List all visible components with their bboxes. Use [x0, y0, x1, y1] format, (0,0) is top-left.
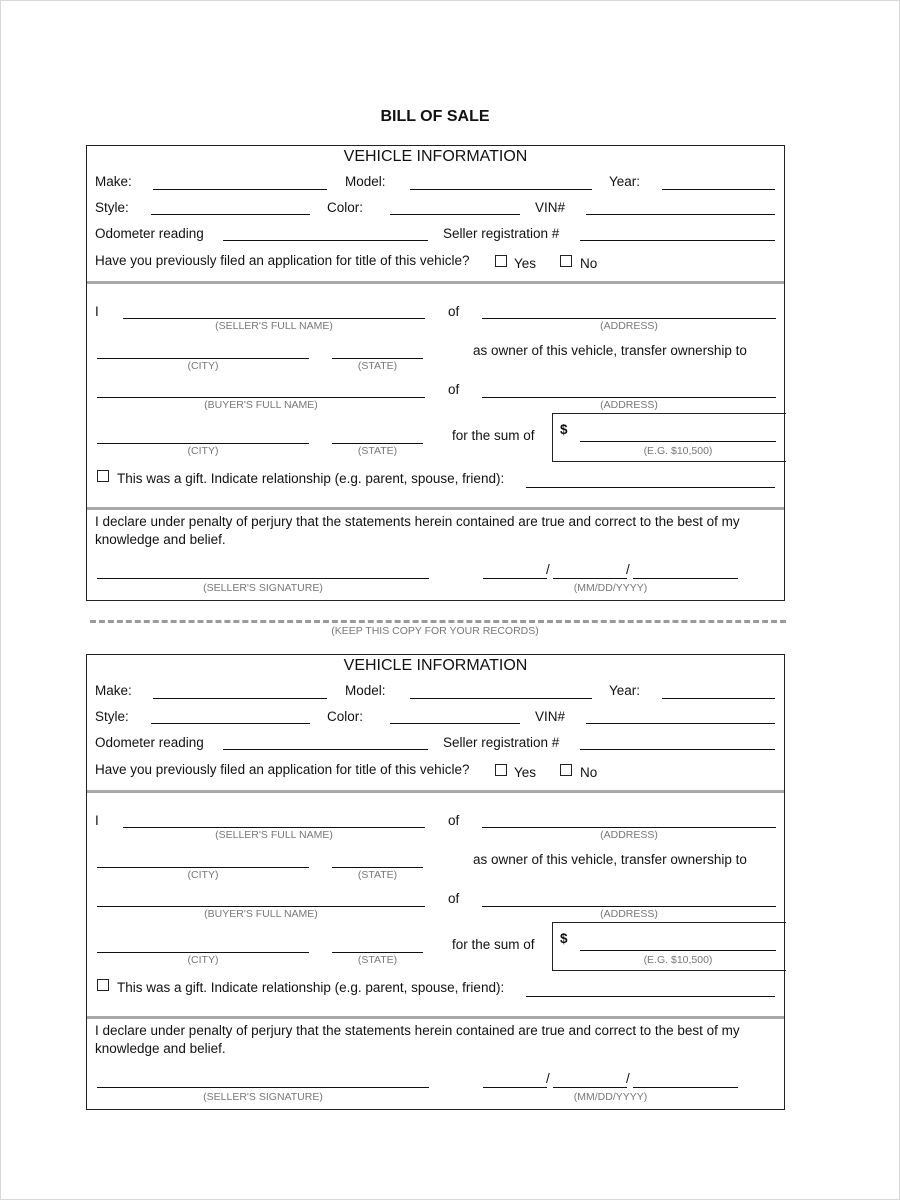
no-label: No [580, 256, 598, 271]
buyer-state-field[interactable] [332, 443, 423, 444]
dollar-sign: $ [560, 422, 568, 437]
seller-registration-field[interactable] [580, 749, 775, 750]
seller-address-caption: (ADDRESS) [600, 320, 658, 332]
buyer-city-field[interactable] [97, 952, 309, 953]
title-question: Have you previously filed an application for title of this vehicle? [95, 762, 470, 777]
no-label: No [580, 765, 598, 780]
no-checkbox[interactable] [560, 764, 572, 776]
year-field[interactable] [662, 189, 775, 190]
vin-label: VIN# [535, 200, 566, 215]
seller-state-field[interactable] [332, 358, 423, 359]
section-title: VEHICLE INFORMATION [343, 148, 528, 165]
cut-line [90, 620, 786, 623]
buyer-address-field[interactable] [482, 397, 776, 398]
model-field[interactable] [410, 698, 592, 699]
sum-field[interactable] [580, 441, 776, 442]
style-field[interactable] [151, 214, 310, 215]
color-field[interactable] [390, 214, 520, 215]
style-field[interactable] [151, 723, 310, 724]
gift-relationship-field[interactable] [526, 996, 775, 997]
section-divider [87, 1016, 784, 1019]
seller-registration-label: Seller registration # [443, 735, 560, 750]
seller-signature-field[interactable] [97, 1087, 429, 1088]
of-label: of [448, 891, 460, 906]
seller-registration-field[interactable] [580, 240, 775, 241]
section-divider [87, 281, 784, 284]
title-question: Have you previously filed an application for title of this vehicle? [95, 253, 470, 268]
date-year-field[interactable] [633, 1087, 738, 1088]
seller-signature-caption: (SELLER'S SIGNATURE) [203, 1091, 323, 1103]
transfer-text: as owner of this vehicle, transfer ownership to [473, 343, 747, 358]
model-field[interactable] [410, 189, 592, 190]
gift-checkbox[interactable] [97, 470, 109, 482]
gift-relationship-field[interactable] [526, 487, 775, 488]
seller-state-field[interactable] [332, 867, 423, 868]
buyer-address-caption: (ADDRESS) [600, 908, 658, 920]
make-field[interactable] [153, 698, 327, 699]
section-divider [87, 507, 784, 510]
year-label: Year: [609, 174, 641, 189]
buyer-name-caption: (BUYER'S FULL NAME) [204, 399, 318, 411]
section-divider [87, 790, 784, 793]
of-label: of [448, 813, 460, 828]
declaration-text: I declare under penalty of perjury that the statements herein contained are true and correct to the best of my knowledge and belief. [95, 1023, 740, 1056]
buyer-state-caption: (STATE) [357, 445, 398, 457]
make-label: Make: [95, 174, 132, 189]
date-month-field[interactable] [483, 1087, 547, 1088]
sum-example-caption: (E.G. $10,500) [643, 954, 713, 966]
color-label: Color: [327, 200, 364, 215]
yes-checkbox[interactable] [495, 255, 507, 267]
seller-address-field[interactable] [482, 827, 776, 828]
style-label: Style: [95, 709, 129, 724]
buyer-city-field[interactable] [97, 443, 309, 444]
odometer-label: Odometer reading [95, 735, 204, 750]
declaration-text: I declare under penalty of perjury that the statements herein contained are true and correct to the best of my knowledge and belief. [95, 514, 740, 547]
buyer-state-caption: (STATE) [357, 954, 398, 966]
buyer-name-caption: (BUYER'S FULL NAME) [204, 908, 318, 920]
seller-name-field[interactable] [123, 827, 425, 828]
section-title: VEHICLE INFORMATION [343, 657, 528, 674]
seller-state-caption: (STATE) [357, 869, 398, 881]
seller-city-caption: (CITY) [187, 360, 219, 372]
buyer-state-field[interactable] [332, 952, 423, 953]
sum-field[interactable] [580, 950, 776, 951]
bill-of-sale-form-copy [86, 654, 785, 1110]
seller-signature-field[interactable] [97, 578, 429, 579]
gift-label: This was a gift. Indicate relationship (e.g. parent, spouse, friend): [117, 980, 505, 995]
model-label: Model: [345, 174, 386, 189]
date-day-field[interactable] [553, 578, 627, 579]
of-label: of [448, 304, 460, 319]
buyer-name-field[interactable] [97, 397, 425, 398]
no-checkbox[interactable] [560, 255, 572, 267]
make-field[interactable] [153, 189, 327, 190]
seller-name-field[interactable] [123, 318, 425, 319]
gift-checkbox[interactable] [97, 979, 109, 991]
date-slash: / [546, 1071, 550, 1086]
i-label: I [95, 813, 99, 828]
keep-copy-note: (KEEP THIS COPY FOR YOUR RECORDS) [331, 625, 539, 637]
seller-city-caption: (CITY) [187, 869, 219, 881]
sum-example-caption: (E.G. $10,500) [643, 445, 713, 457]
date-slash: / [546, 562, 550, 577]
sum-of-label: for the sum of [452, 937, 535, 952]
seller-state-caption: (STATE) [357, 360, 398, 372]
seller-city-field[interactable] [97, 867, 309, 868]
yes-checkbox[interactable] [495, 764, 507, 776]
buyer-city-caption: (CITY) [187, 954, 219, 966]
i-label: I [95, 304, 99, 319]
seller-signature-caption: (SELLER'S SIGNATURE) [203, 582, 323, 594]
date-format-caption: (MM/DD/YYYY) [573, 582, 648, 594]
date-year-field[interactable] [633, 578, 738, 579]
make-label: Make: [95, 683, 132, 698]
yes-label: Yes [514, 765, 537, 780]
date-day-field[interactable] [553, 1087, 627, 1088]
buyer-city-caption: (CITY) [187, 445, 219, 457]
bill-of-sale-form-original [86, 145, 785, 601]
buyer-name-field[interactable] [97, 906, 425, 907]
seller-city-field[interactable] [97, 358, 309, 359]
color-field[interactable] [390, 723, 520, 724]
sum-of-label: for the sum of [452, 428, 535, 443]
seller-registration-label: Seller registration # [443, 226, 560, 241]
page-title: BILL OF SALE [380, 108, 490, 125]
date-slash: / [626, 1071, 630, 1086]
date-month-field[interactable] [483, 578, 547, 579]
color-label: Color: [327, 709, 364, 724]
year-field[interactable] [662, 698, 775, 699]
buyer-address-field[interactable] [482, 906, 776, 907]
yes-label: Yes [514, 256, 537, 271]
vin-field[interactable] [586, 214, 775, 215]
odometer-label: Odometer reading [95, 226, 204, 241]
buyer-address-caption: (ADDRESS) [600, 399, 658, 411]
seller-name-caption: (SELLER'S FULL NAME) [215, 320, 333, 332]
vin-field[interactable] [586, 723, 775, 724]
seller-address-field[interactable] [482, 318, 776, 319]
odometer-field[interactable] [223, 749, 428, 750]
date-slash: / [626, 562, 630, 577]
transfer-text: as owner of this vehicle, transfer ownership to [473, 852, 747, 867]
date-format-caption: (MM/DD/YYYY) [573, 1091, 648, 1103]
of-label: of [448, 382, 460, 397]
dollar-sign: $ [560, 931, 568, 946]
gift-label: This was a gift. Indicate relationship (e.g. parent, spouse, friend): [117, 471, 505, 486]
seller-address-caption: (ADDRESS) [600, 829, 658, 841]
seller-name-caption: (SELLER'S FULL NAME) [215, 829, 333, 841]
vin-label: VIN# [535, 709, 566, 724]
style-label: Style: [95, 200, 129, 215]
odometer-field[interactable] [223, 240, 428, 241]
model-label: Model: [345, 683, 386, 698]
year-label: Year: [609, 683, 641, 698]
